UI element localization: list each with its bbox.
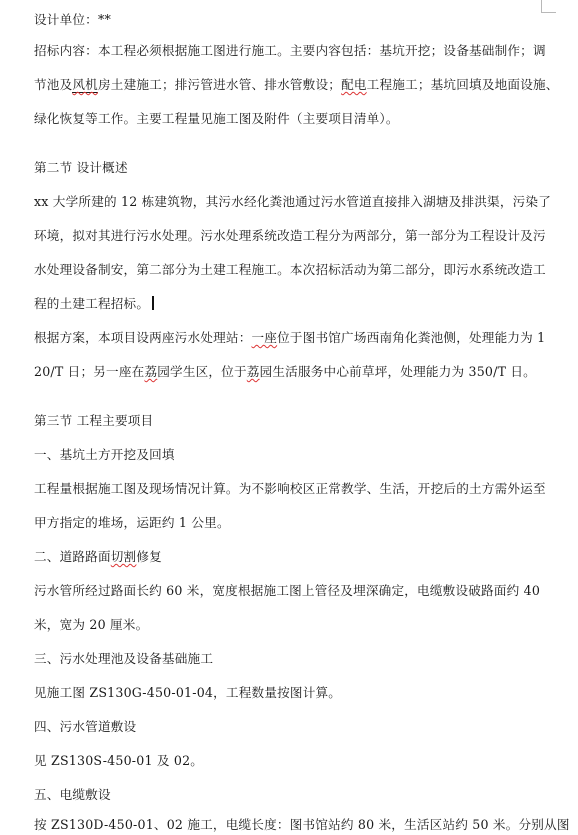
text-run: 工程施工；基坑回填及地面设施、 bbox=[366, 77, 559, 92]
subheading-text: 三、污水处理池及设备基础施工 bbox=[34, 651, 214, 666]
text-run: 招标内容：本工程必须根据施工图进行施工。主要内容包括：基坑开挖；设备基础制作；调 bbox=[34, 43, 546, 58]
text-run: 节池及 bbox=[34, 77, 73, 92]
spellcheck-word[interactable]: 配电 bbox=[341, 77, 367, 92]
heading-text: 第二节 设计概述 bbox=[34, 160, 128, 175]
text-run: xx 大学所建的 12 栋建筑物，其污水经化粪池通过污水管道直接排入湖塘及排洪渠，污染了 bbox=[34, 194, 552, 209]
paragraph-line bbox=[34, 228, 546, 244]
text-run: 见施工图 ZS130G-450-01-04，工程数量按图计算。 bbox=[34, 685, 342, 700]
subheading-line bbox=[34, 447, 175, 463]
spellcheck-word[interactable]: 荔 bbox=[144, 364, 158, 379]
text-run: 工程量根据施工图及现场情况计算。为不影响校区正常教学、生活，开挖后的土方需外运至 bbox=[34, 481, 546, 496]
text-run: 房土建施工；排污管进水管、排水管敷设； bbox=[97, 77, 342, 92]
paragraph-line bbox=[34, 262, 546, 278]
paragraph-line bbox=[34, 194, 551, 210]
paragraph-line bbox=[34, 617, 148, 633]
subheading-line bbox=[34, 719, 136, 735]
text-run: 见 ZS130S-450-01 及 02。 bbox=[34, 753, 204, 768]
text-run: 根据方案，本项目设两座污水处理站： bbox=[34, 330, 252, 345]
text-run: 水处理设备制安，第二部分为土建工程施工。本次招标活动为第二部分，即污水系统改造工 bbox=[34, 262, 546, 277]
paragraph-line bbox=[34, 685, 341, 701]
text-run: 污水管所经过路面长约 60 米，宽度根据施工图上管径及埋深确定，电缆敷设破路面约 40 bbox=[34, 583, 541, 598]
subheading-text: 五、电缆敷设 bbox=[34, 787, 111, 802]
text-run: 设计单位：** bbox=[34, 12, 111, 27]
paragraph-line bbox=[34, 481, 546, 497]
paragraph-line bbox=[34, 364, 536, 380]
page-corner-mark bbox=[541, 0, 556, 13]
paragraph-line bbox=[34, 583, 540, 599]
text-run: 按 ZS130D-450-01、02 施工，电缆长度：图书馆站约 80 米，生活区站约 50 米。分别从图 bbox=[34, 817, 570, 832]
spellcheck-word[interactable]: 荔 bbox=[246, 364, 260, 379]
bid-content-line-1 bbox=[34, 43, 546, 59]
bid-content-line-3 bbox=[34, 111, 399, 127]
text-run: 米，宽为 20 厘米。 bbox=[34, 617, 149, 632]
text-run: 位于图书馆广场西南角化粪池侧，处理能力为 1 bbox=[277, 330, 546, 345]
text-run: 环境，拟对其进行污水处理。污水处理系统改造工程分为两部分，第一部分为工程设计及污 bbox=[34, 228, 546, 243]
paragraph-line bbox=[34, 817, 570, 833]
bid-content-line-2 bbox=[34, 77, 559, 93]
spellcheck-word[interactable]: 切割 bbox=[110, 549, 137, 564]
design-unit-line bbox=[34, 12, 111, 28]
text-run: 程的土建工程招标。 bbox=[34, 296, 150, 311]
subheading-line bbox=[34, 787, 111, 803]
text-run: 园学生区，位于 bbox=[157, 364, 247, 379]
subheading-line bbox=[34, 651, 213, 667]
text-run: 绿化恢复等工作。主要工程量见施工图及附件（主要项目清单）。 bbox=[34, 111, 399, 126]
paragraph-line bbox=[34, 330, 545, 346]
text-run: 甲方指定的堆场，运距约 1 公里。 bbox=[34, 515, 230, 530]
paragraph-line bbox=[34, 296, 154, 312]
text-run: 园生活服务中心前草坪，处理能力为 350/T 日。 bbox=[259, 364, 536, 379]
paragraph-line bbox=[34, 753, 203, 769]
heading-text: 第三节 工程主要项目 bbox=[34, 413, 154, 428]
text-run: 20/T 日；另一座在 bbox=[34, 364, 145, 379]
section-heading-design-overview bbox=[34, 160, 128, 176]
subheading-text: 二、道路路面 bbox=[34, 549, 111, 564]
subheading-line bbox=[34, 549, 162, 565]
text-cursor bbox=[152, 296, 154, 310]
subheading-text: 一、基坑土方开挖及回填 bbox=[34, 447, 175, 462]
section-heading-main-items bbox=[34, 413, 153, 429]
spellcheck-word[interactable]: 风机 bbox=[72, 77, 98, 92]
paragraph-line bbox=[34, 515, 230, 531]
subheading-text: 修复 bbox=[136, 549, 162, 564]
spellcheck-word[interactable]: 一座 bbox=[251, 330, 278, 345]
subheading-text: 四、污水管道敷设 bbox=[34, 719, 137, 734]
